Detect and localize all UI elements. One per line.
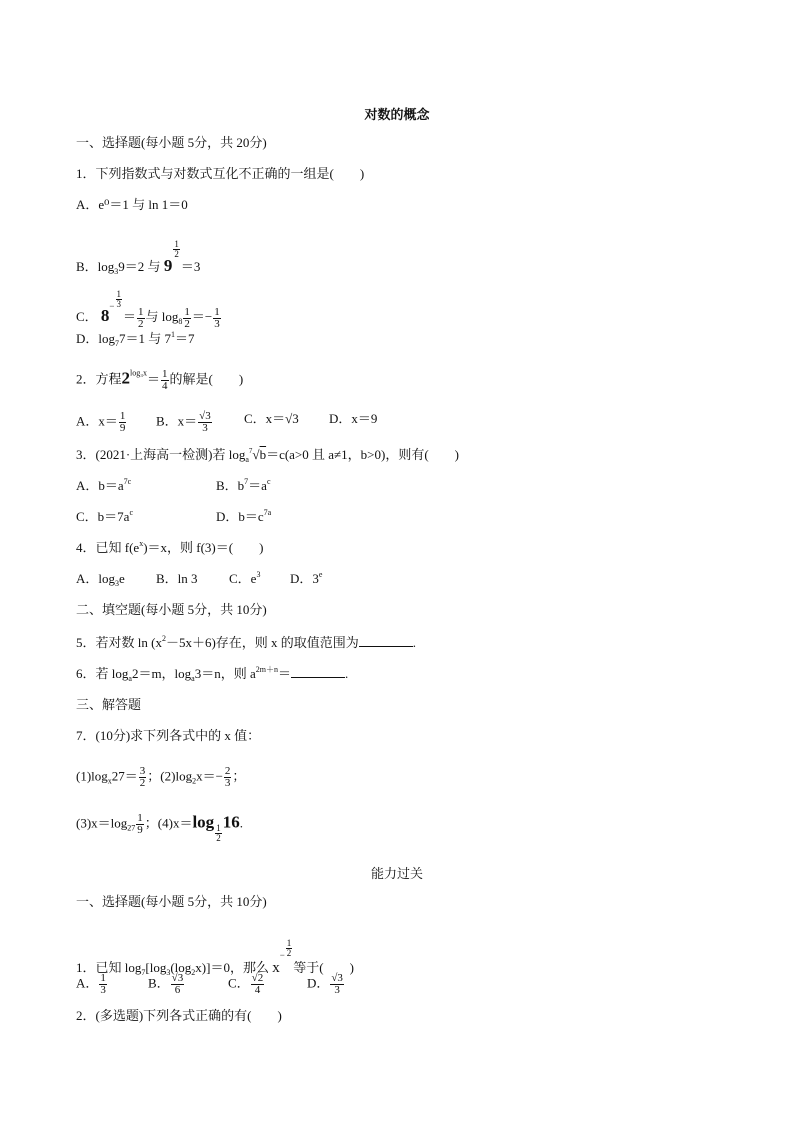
question-3-option-d: D．$b=c^{7a}$ — [216, 508, 272, 524]
question-4-option-b: B．ln 3 — [156, 571, 198, 586]
question-1-option-a: A．e⁰＝1 与 ln 1＝0 — [76, 197, 188, 212]
question-3-option-c: C．$b=7a^c$ — [76, 508, 134, 524]
section-heading-choice: 一、选择题(每小题 5分，共 20分) — [76, 135, 267, 150]
section-title-ability: 能力过关 — [370, 866, 423, 881]
question-2-option-a: A．x＝ $\frac{1}{9}$ — [76, 410, 126, 434]
question-7-stem: 7．(10分)求下列各式中的 x 值： — [76, 728, 261, 743]
ability-question-1-option-c: C． $\frac{√2}{4}$ — [228, 972, 264, 996]
question-3-option-a: A．$b=a^{7c}$ — [76, 477, 132, 493]
ability-question-1-option-a: A． $\frac{1}{3}$ — [76, 972, 106, 996]
question-4-option-a: A．$\log_3e$ — [76, 571, 125, 588]
question-7-line-2: $(3)x=\log_{27}$ $\frac{1}{9}$ ；(4)x＝log $\frac{1}{2}$ 16. — [76, 812, 243, 844]
question-2-stem: 2．方程$2^{log_3x}=$ $\frac{1}{4}$ 的解是( ) — [76, 368, 244, 392]
answer-blank[interactable] — [291, 665, 345, 678]
ability-question-1-option-d: D． $\frac{√3}{3}$ — [307, 972, 343, 996]
question-7-line-1: $(1)\log_x27=$ $\frac{3}{2}$ ；$(2)\log_2x=-$ $\frac{2}{3}$ ； — [76, 765, 246, 789]
question-4-option-c: C．$e^3$ — [229, 570, 261, 586]
question-3-stem: 3．(2021·上海高一检测)若 $\log_a^7√b=c(a>0$ 且 a≠1，b>0)，则有( ) — [76, 447, 459, 464]
question-5: 5．若对数 $\ln (x^2-5x+6)$存在，则 x 的取值范围为 . — [76, 634, 417, 650]
question-3-option-b: B．$b^7=a^c$ — [216, 477, 271, 493]
answer-blank[interactable] — [359, 634, 413, 647]
question-1-option-d: D．$\log_77=1$ 与 $7^1=7$ — [76, 330, 195, 348]
question-2-option-c: C．x＝√3 — [244, 411, 299, 426]
question-6: 6．若 $\log_a2=m$，$\log_a3=n$，则 $a^{2m+n}=$ . — [76, 665, 349, 683]
question-4-option-d: D．3e — [290, 570, 323, 586]
ability-question-1-option-b: B． $\frac{√3}{6}$ — [148, 972, 184, 996]
question-4-stem: 4．已知 $f(e^x)=x$，则 f(3)＝( ) — [76, 539, 264, 555]
ability-question-1-stem: 1．已知 $\log_7[\log_3(\log_2x)]=0$，那么 x− $\frac{1}{2}$ 等于( ) — [76, 938, 354, 977]
question-1-option-b: B．$\log_39=2$ 与 9 $\frac{1}{2}$ ＝3 — [76, 239, 201, 276]
section-heading-answer: 三、解答题 — [76, 697, 142, 712]
question-1-stem: 1．下列指数式与对数式互化不正确的一组是( ) — [76, 166, 365, 181]
question-1-option-c: C． 8− $\frac{1}{3}$ ＝ $\frac{1}{2}$ 与 $\log_8$ $\frac{1}{2}$ ＝− $\frac{1}{3}$ — [76, 289, 220, 330]
ability-question-2-stem: 2．(多选题)下列各式正确的有( ) — [76, 1008, 282, 1023]
section-heading-fill: 二、填空题(每小题 5分，共 10分) — [76, 602, 267, 617]
section-heading-choice-2: 一、选择题(每小题 5分，共 10分) — [76, 894, 267, 909]
page-title: 对数的概念 — [364, 107, 430, 122]
question-2-option-d: D．x＝9 — [329, 411, 378, 426]
question-2-option-b: B．x＝ $\frac{√3}{3}$ — [156, 410, 211, 434]
